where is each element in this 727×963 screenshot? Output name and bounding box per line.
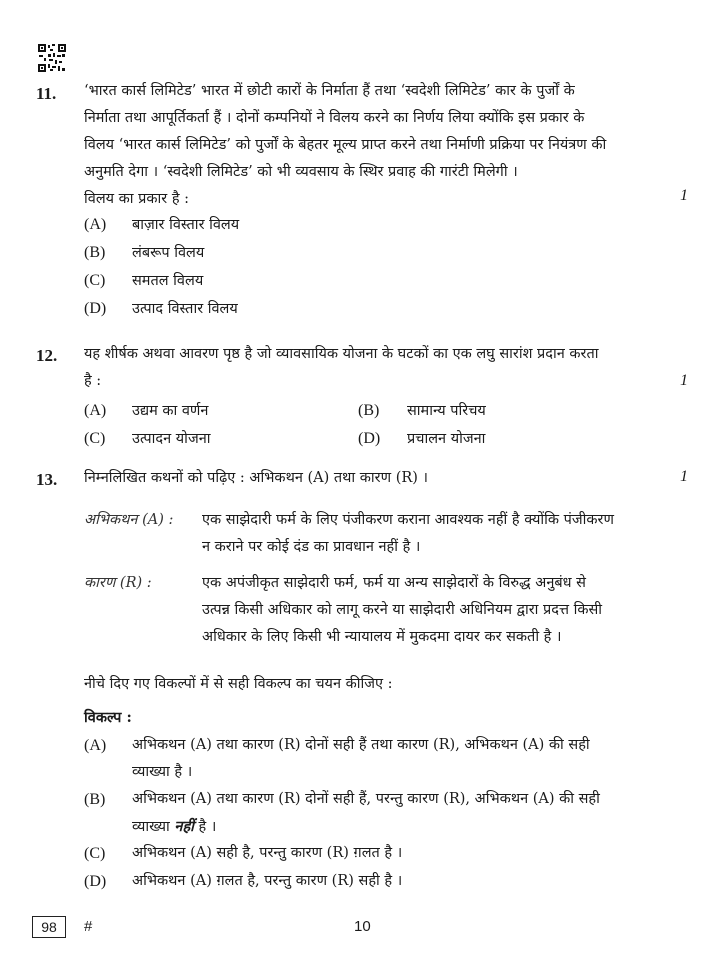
- q13-option-label: (C): [84, 845, 106, 862]
- q12-number: 12.: [36, 346, 58, 365]
- q13-option-label: (D): [84, 873, 107, 890]
- q11-option-text: लंबरूप विलय: [132, 245, 205, 261]
- reason-label: कारण (R) :: [84, 575, 152, 591]
- q13-option-line: अभिकथन (A) तथा कारण (R) दोनों सही हैं तथा कारण (R), अभिकथन (A) की सही: [132, 737, 590, 753]
- q12-option-text: उद्यम का वर्णन: [132, 403, 209, 419]
- q12-line: है :: [84, 373, 102, 389]
- emphasis-not: नहीं: [174, 818, 194, 835]
- q13-option-fragment: है ।: [193, 819, 217, 835]
- page-number: 10: [354, 918, 371, 935]
- q11-option-text: बाज़ार विस्तार विलय: [132, 217, 240, 233]
- q11-prompt: विलय का प्रकार है :: [84, 191, 190, 207]
- q13-mark: 1: [680, 468, 688, 485]
- q11-option-label: (C): [84, 272, 106, 289]
- assertion-line: एक साझेदारी फर्म के लिए पंजीकरण कराना आवश्यक नहीं है क्योंकि पंजीकरण: [202, 512, 614, 528]
- q13-option-label: (B): [84, 791, 106, 808]
- q11-line: विलय ‘भारत कार्स लिमिटेड’ को पुर्जों के बेहतर मूल्य प्राप्त करने तथा निर्माणी प्रक्रिया पर नियंत्रण की: [84, 137, 607, 153]
- q13-option-fragment: व्याख्या: [132, 819, 175, 835]
- q12-option-text: प्रचालन योजना: [407, 431, 486, 447]
- reason-text: [202, 570, 657, 651]
- q12-mark: 1: [680, 372, 688, 389]
- q12-option-label: (A): [84, 402, 107, 419]
- q11-option-label: (D): [84, 300, 107, 317]
- options-heading: विकल्प :: [84, 709, 132, 726]
- paper-code-box: 98: [32, 916, 66, 938]
- q13-option-line: व्याख्या है ।: [132, 764, 193, 780]
- q13-number: 13.: [36, 470, 58, 489]
- q11-line: अनुमति देगा । ‘स्वदेशी लिमिटेड’ को भी व्यवसाय के स्थिर प्रवाह की गारंटी मिलेगी ।: [84, 164, 518, 180]
- q12-option-text: सामान्य परिचय: [407, 403, 486, 419]
- q12-option-label: (B): [358, 402, 380, 419]
- q13-instruction: नीचे दिए गए विकल्पों में से सही विकल्प का चयन कीजिए :: [84, 676, 393, 692]
- q13-option-text: [132, 732, 657, 786]
- q11-passage: [84, 78, 664, 213]
- q11-line: निर्माता तथा आपूर्तिकर्ता हैं । दोनों कम्पनियों ने विलय करने का निर्णय लिया क्योंकि इस प्रकार के: [84, 110, 585, 126]
- q11-line: ‘भारत कार्स लिमिटेड’ भारत में छोटी कारों के निर्माता हैं तथा ‘स्वदेशी लिमिटेड’ कार के पुर्जों के: [84, 83, 575, 99]
- assertion-line: न कराने पर कोई दंड का प्रावधान नहीं है ।: [202, 539, 421, 555]
- assertion-text: [202, 507, 657, 561]
- q13-option-label: (A): [84, 737, 107, 754]
- reason-line: एक अपंजीकृत साझेदारी फर्म, फर्म या अन्य साझेदारों के विरुद्ध अनुबंध से: [202, 575, 586, 591]
- q11-number: 11.: [36, 84, 57, 103]
- qr-code: [38, 44, 66, 72]
- q12-option-label: (D): [358, 430, 381, 447]
- q12-option-text: उत्पादन योजना: [132, 431, 211, 447]
- reason-line: अधिकार के लिए किसी भी न्यायालय में मुकदमा दायर कर सकती है ।: [202, 629, 562, 645]
- q11-option-text: उत्पाद विस्तार विलय: [132, 301, 238, 317]
- q11-mark: 1: [680, 187, 688, 204]
- footer-hash: #: [84, 918, 93, 935]
- q11-option-text: समतल विलय: [132, 273, 204, 289]
- q13-option-line: [132, 813, 657, 841]
- reason-line: उत्पन्न किसी अधिकार को लागू करने या साझेदारी अधिनियम द्वारा प्रदत्त किसी: [202, 602, 603, 618]
- q13-intro: निम्नलिखित कथनों को पढ़िए : अभिकथन (A) तथा कारण (R) ।: [84, 470, 429, 486]
- q11-option-label: (B): [84, 244, 106, 261]
- q13-option-line: अभिकथन (A) तथा कारण (R) दोनों सही हैं, परन्तु कारण (R), अभिकथन (A) की सही: [132, 791, 600, 807]
- q13-option-text: अभिकथन (A) सही है, परन्तु कारण (R) ग़लत है ।: [132, 845, 403, 861]
- q11-option-label: (A): [84, 216, 107, 233]
- q13-option-text: [132, 786, 657, 841]
- q12-line: यह शीर्षक अथवा आवरण पृष्ठ है जो व्यावसायिक योजना के घटकों का एक लघु सारांश प्रदान करता: [84, 346, 599, 362]
- q13-option-text: अभिकथन (A) ग़लत है, परन्तु कारण (R) सही है ।: [132, 873, 403, 889]
- q12-option-label: (C): [84, 430, 106, 447]
- q12-text: [84, 341, 664, 395]
- assertion-label: अभिकथन (A) :: [84, 512, 174, 528]
